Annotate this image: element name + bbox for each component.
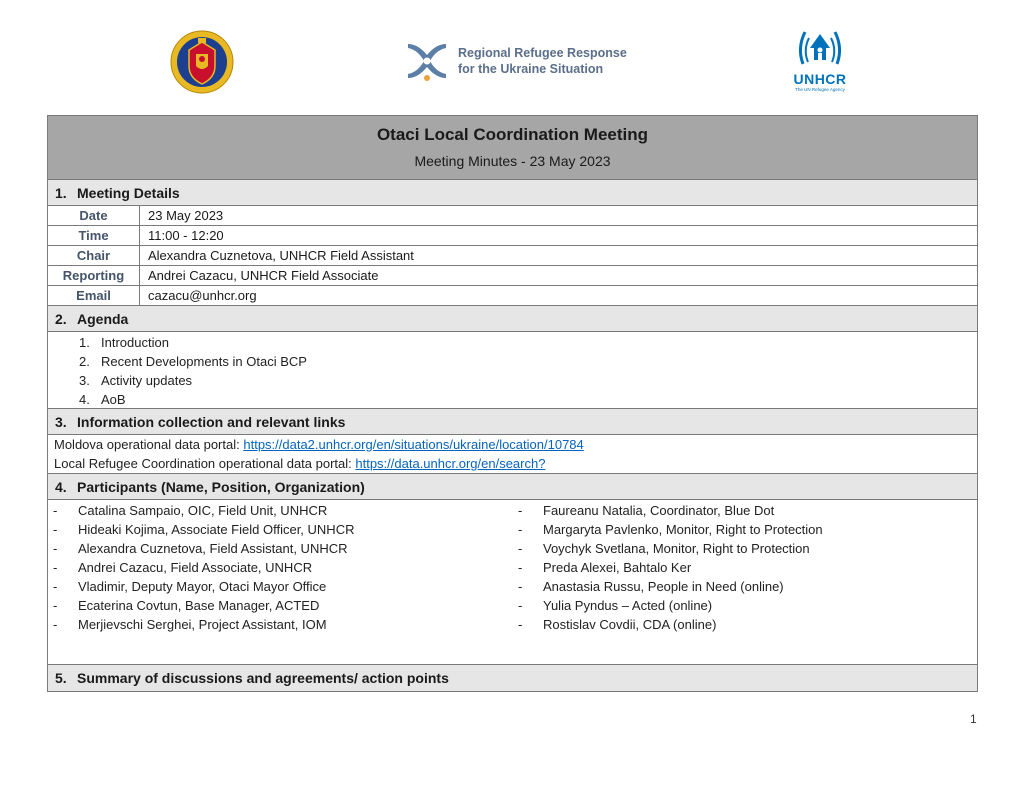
moldova-coat-of-arms-logo [170, 30, 234, 94]
agenda-item [48, 352, 977, 371]
participant-text: Andrei Cazacu, Field Associate, UNHCR [78, 560, 313, 575]
participants-left-column [48, 501, 513, 664]
bullet-dash: - [518, 560, 523, 575]
unhcr-tagline: The UN Refugee Agency [795, 87, 845, 92]
details-key: Chair [48, 246, 140, 265]
rrr-title-line2: for the Ukraine Situation [458, 62, 604, 76]
bullet-dash: - [53, 579, 58, 594]
details-value: 23 May 2023 [148, 208, 224, 223]
section-links-heading [48, 409, 977, 435]
unhcr-logo [789, 28, 851, 92]
section-number: 4. [55, 479, 67, 495]
bullet-dash: - [518, 598, 523, 613]
section-label: Participants (Name, Position, Organization) [77, 479, 365, 495]
participants-right-column [513, 501, 973, 664]
details-row-reporting [48, 266, 977, 286]
link-label: Local Refugee Coordination operational data portal: [54, 456, 356, 471]
section-label: Summary of discussions and agreements/ action points [77, 670, 449, 686]
participant-item [48, 615, 513, 634]
section-number: 5. [55, 670, 67, 686]
bullet-dash: - [53, 522, 58, 537]
participant-text: Ecaterina Covtun, Base Manager, ACTED [78, 598, 320, 613]
link-row-local-portal [54, 454, 971, 473]
links-block [48, 435, 977, 474]
participant-text: Catalina Sampaio, OIC, Field Unit, UNHCR [78, 503, 328, 518]
bullet-dash: - [518, 541, 523, 556]
participant-item [513, 501, 973, 520]
agenda-item-number: 4. [79, 392, 90, 407]
agenda-item-text: Recent Developments in Otaci BCP [101, 354, 307, 369]
participant-text: Yulia Pyndus – Acted (online) [543, 598, 713, 613]
agenda-item-number: 2. [79, 354, 90, 369]
participant-text: Preda Alexei, Bahtalo Ker [543, 560, 692, 575]
details-value: 11:00 - 12:20 [148, 228, 224, 243]
section-number: 3. [55, 414, 67, 430]
participant-text: Rostislav Covdii, CDA (online) [543, 617, 717, 632]
bullet-dash: - [53, 541, 58, 556]
details-value: Alexandra Cuznetova, UNHCR Field Assistant [148, 248, 414, 263]
details-key: Email [48, 286, 140, 305]
bullet-dash: - [518, 617, 523, 632]
meeting-minutes-table [47, 115, 978, 692]
bullet-dash: - [518, 522, 523, 537]
section-meeting-details-heading [48, 180, 977, 206]
participant-item [48, 539, 513, 558]
link-label: Moldova operational data portal: [54, 437, 244, 452]
participant-item [513, 615, 973, 634]
regional-refugee-response-logo [404, 36, 644, 86]
participant-item [48, 558, 513, 577]
participant-item [48, 596, 513, 615]
agenda-list [48, 332, 977, 409]
details-row-chair [48, 246, 977, 266]
details-value: Andrei Cazacu, UNHCR Field Associate [148, 268, 379, 283]
unhcr-wordmark: UNHCR [793, 71, 847, 87]
participant-text: Hideaki Kojima, Associate Field Officer, UNHCR [78, 522, 355, 537]
bullet-dash: - [53, 503, 58, 518]
details-row-date [48, 206, 977, 226]
section-summary-heading [48, 665, 977, 691]
agenda-item-text: AoB [101, 392, 126, 407]
participant-text: Vladimir, Deputy Mayor, Otaci Mayor Office [78, 579, 327, 594]
section-agenda-heading [48, 306, 977, 332]
participant-item [48, 501, 513, 520]
participant-text: Faureanu Natalia, Coordinator, Blue Dot [543, 503, 775, 518]
details-key: Reporting [48, 266, 140, 285]
details-row-email [48, 286, 977, 306]
document-title: Otaci Local Coordination Meeting [376, 125, 649, 144]
details-key: Date [48, 206, 140, 225]
participant-item [513, 520, 973, 539]
unhcr-emblem-icon [795, 28, 845, 68]
section-number: 2. [55, 311, 67, 327]
moldova-portal-link[interactable]: https://data2.unhcr.org/en/situations/ukraine/location/10784 [243, 437, 584, 452]
participant-text: Voychyk Svetlana, Monitor, Right to Protection [543, 541, 810, 556]
participant-text: Merjievschi Serghei, Project Assistant, IOM [78, 617, 327, 632]
participant-text: Anastasia Russu, People in Need (online) [543, 579, 784, 594]
section-number: 1. [55, 185, 67, 201]
section-label: Agenda [77, 311, 129, 327]
participant-item [513, 596, 973, 615]
details-value: cazacu@unhcr.org [148, 288, 257, 303]
participant-item [48, 520, 513, 539]
details-row-time [48, 226, 977, 246]
page-number: 1 [970, 712, 977, 726]
bullet-dash: - [518, 503, 523, 518]
section-participants-heading [48, 474, 977, 500]
agenda-item [48, 333, 977, 352]
local-portal-link[interactable]: https://data.unhcr.org/en/search? [355, 456, 546, 471]
participant-text: Alexandra Cuznetova, Field Assistant, UNHCR [78, 541, 348, 556]
section-label: Information collection and relevant links [77, 414, 346, 430]
bullet-dash: - [53, 598, 58, 613]
participant-item [48, 577, 513, 596]
participant-item [513, 577, 973, 596]
bullet-dash: - [53, 560, 58, 575]
agenda-item-number: 1. [79, 335, 90, 350]
participants-block [48, 500, 977, 665]
details-key: Time [48, 226, 140, 245]
title-block [48, 116, 977, 180]
document-subtitle: Meeting Minutes - 23 May 2023 [414, 153, 611, 169]
rrr-emblem-icon [404, 38, 450, 84]
section-label: Meeting Details [77, 185, 180, 201]
agenda-item-number: 3. [79, 373, 90, 388]
participant-item [513, 539, 973, 558]
participant-text: Margaryta Pavlenko, Monitor, Right to Protection [543, 522, 823, 537]
agenda-item-text: Introduction [101, 335, 169, 350]
agenda-item-text: Activity updates [101, 373, 193, 388]
link-row-moldova-portal [54, 435, 971, 454]
rrr-title-line1: Regional Refugee Response [458, 46, 627, 60]
agenda-item [48, 390, 977, 409]
bullet-dash: - [53, 617, 58, 632]
participant-item [513, 558, 973, 577]
agenda-item [48, 371, 977, 390]
bullet-dash: - [518, 579, 523, 594]
